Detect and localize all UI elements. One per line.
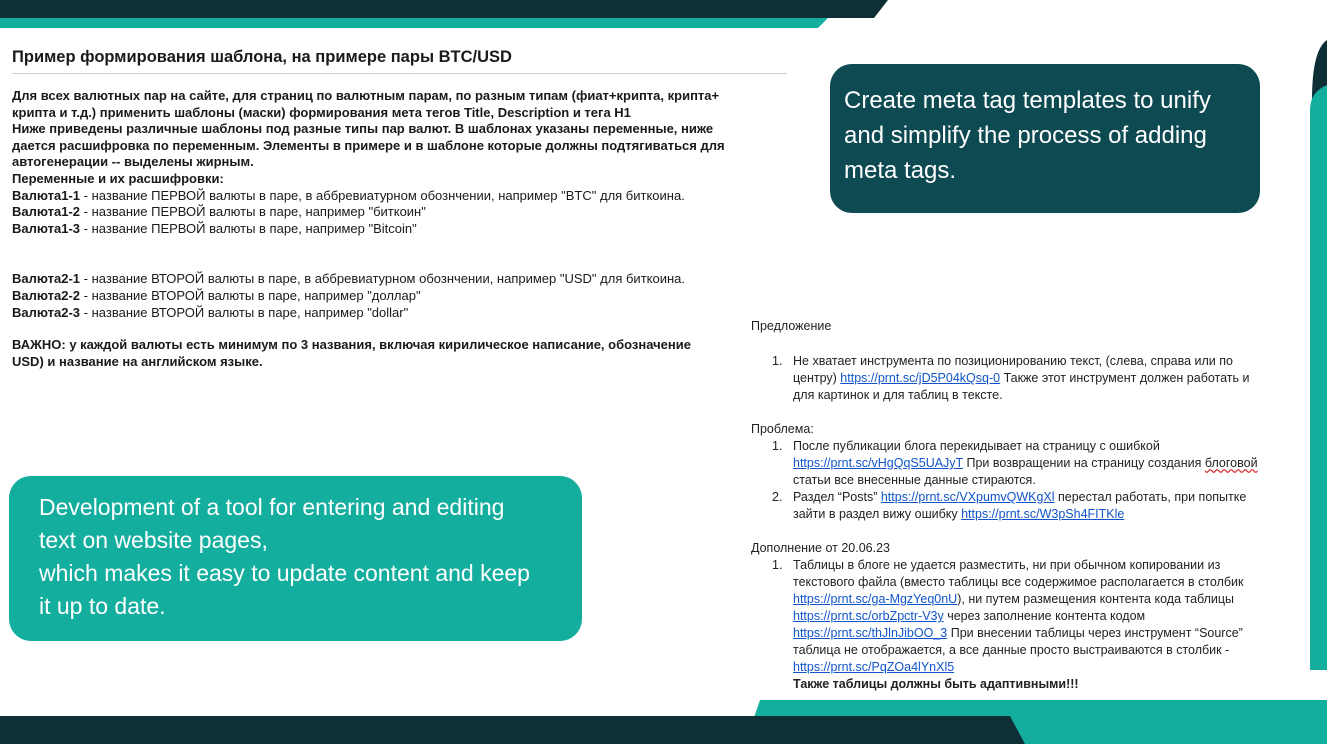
callout-line: text on website pages, [39,527,268,553]
list-item [751,557,1291,693]
variable-row [12,204,787,221]
list-number: 1. [772,558,783,572]
item-text: текстового файла (вместо таблицы все содержимое располагается в столбик [793,575,1244,589]
item-text: центру) [793,371,841,385]
item-text: зайти в раздел вижу ошибку [793,507,962,521]
variable-name: Валюта1-3 [12,220,81,236]
list-number: 1. [772,439,783,453]
callout-editing-tool [9,476,582,641]
item-text: После публикации блога перекидывает на страницу с ошибкой [793,439,1160,453]
item-text: Раздел “Posts” [793,490,881,504]
list-number: 1. [772,354,783,368]
callout-meta-tags [830,64,1260,213]
variable-name: Валюта2-1 [12,271,81,287]
screenshot-link[interactable]: https://prnt.sc/ga-MgzYeq0nU [793,592,958,606]
important-note: USD) и название на английском языке. [12,353,263,369]
item-text: перестал работать, при попытке [1054,490,1247,504]
callout-line: meta tags. [844,157,957,184]
doc-title: Пример формирования шаблона, на примере пары BTC/USD [12,48,787,74]
proposal-list [751,353,1291,404]
callout-line: Create meta tag templates to unify [844,87,1211,114]
intro-line: Переменные и их расшифровки: [12,170,224,186]
callout-line: and simplify the process of adding [844,122,1207,149]
misspelled-word: блоговой [1204,456,1258,470]
item-text: При внесении таблицы через инструмент “Source” [947,626,1243,640]
screenshot-link[interactable]: https://prnt.sc/W3pSh4FITKle [961,507,1125,521]
variable-name: Валюта1-1 [12,187,81,203]
variable-row [12,188,787,205]
item-text: ), ни путем размещения контента кода таблицы [957,592,1235,606]
callout-line: it up to date. [39,593,166,619]
item-text: для картинок и для таблиц в тексте. [793,388,1003,402]
document-right [751,318,1291,693]
problem-list [751,438,1291,523]
item-text: Также этот инструмент должен работать и [1000,371,1250,385]
variable-row [12,221,787,238]
doc-body [12,88,787,370]
screenshot-link[interactable]: https://prnt.sc/vHgQqS5UAJyT [793,456,963,470]
callout-line: Development of a tool for entering and editing [39,494,505,520]
variable-name: Валюта1-2 [12,204,81,220]
item-text: таблица не отображается, а все данные просто выстраиваются в столбик - [793,643,1230,657]
variable-desc: - название ПЕРВОЙ валюты в паре, например "Bitcoin" [80,220,417,236]
intro-line: дается расшифровка по переменным. Элементы в примере и в шаблоне которые должны подтягиваться для [12,137,725,153]
item-text: Не хватает инструмента по позиционированию текст, (слева, справа или по [793,354,1233,368]
screenshot-link[interactable]: https://prnt.sc/thJlnJibOO_3 [793,626,948,640]
variable-desc: - название ВТОРОЙ валюты в паре, в аббревиатурном обознчении, например "USD" для биткоина. [80,271,685,287]
variable-row [12,305,787,322]
screenshot-link[interactable]: https://prnt.sc/orbZpctr-V3y [793,609,944,623]
intro-line: Для всех валютных пар на сайте, для страниц по валютным парам, по разным типам (фиат+крипта, крипта+ [12,88,720,103]
problem-heading: Проблема: [751,422,814,436]
callout-line: which makes it easy to update content and keep [39,560,530,586]
screenshot-link[interactable]: https://prnt.sc/jD5P04kQsq-0 [840,371,1001,385]
item-text: При возвращении на страницу создания [962,456,1205,470]
list-item [751,353,1291,404]
item-text: статьи все внесенные данные стираются. [793,473,1036,487]
intro-line: крипта и т.д.) применить шаблоны (маски) формирования мета тегов Title, Description и тега H1 [12,104,631,120]
right-edge-shape [1290,30,1327,670]
proposal-heading: Предложение [751,319,832,333]
item-text: через заполнение контента кодом [943,609,1146,623]
variable-name: Валюта2-2 [12,287,81,303]
variable-desc: - название ПЕРВОЙ валюты в паре, например "биткоин" [80,204,426,220]
variable-desc: - название ВТОРОЙ валюты в паре, например "dollar" [80,304,409,320]
variable-desc: - название ПЕРВОЙ валюты в паре, в аббревиатурном обознчении, например "BTC" для биткоина. [80,187,685,203]
screenshot-link[interactable]: https://prnt.sc/VXpumvQWKgXl [880,490,1055,504]
top-banner-shape [0,0,900,30]
addition-list [751,557,1291,693]
bottom-banner-shape [0,698,1327,744]
list-item [751,438,1291,489]
screenshot-link[interactable]: https://prnt.sc/PqZOa4lYnXl5 [793,660,955,674]
variable-row [12,288,787,305]
addition-heading: Дополнение от 20.06.23 [751,541,890,555]
intro-line: Ниже приведены различные шаблоны под разные типы пар валют. В шаблонах указаны переменные, ниже [12,121,714,137]
important-note: ВАЖНО: у каждой валюты есть минимум по 3 названия, включая кирилическое написание, обозначение [12,337,691,353]
item-emphasis: Также таблицы должны быть адаптивными!!! [793,677,1079,691]
intro-line: автогенерации -- выделены жирным. [12,154,254,170]
list-item [751,489,1291,523]
list-number: 2. [772,490,783,504]
item-text: Таблицы в блоге не удается разместить, ни при обычном копировании из [793,558,1221,572]
variable-row [12,271,787,288]
document-left [12,48,787,370]
variable-name: Валюта2-3 [12,304,81,320]
variable-desc: - название ВТОРОЙ валюты в паре, например "доллар" [80,287,421,303]
